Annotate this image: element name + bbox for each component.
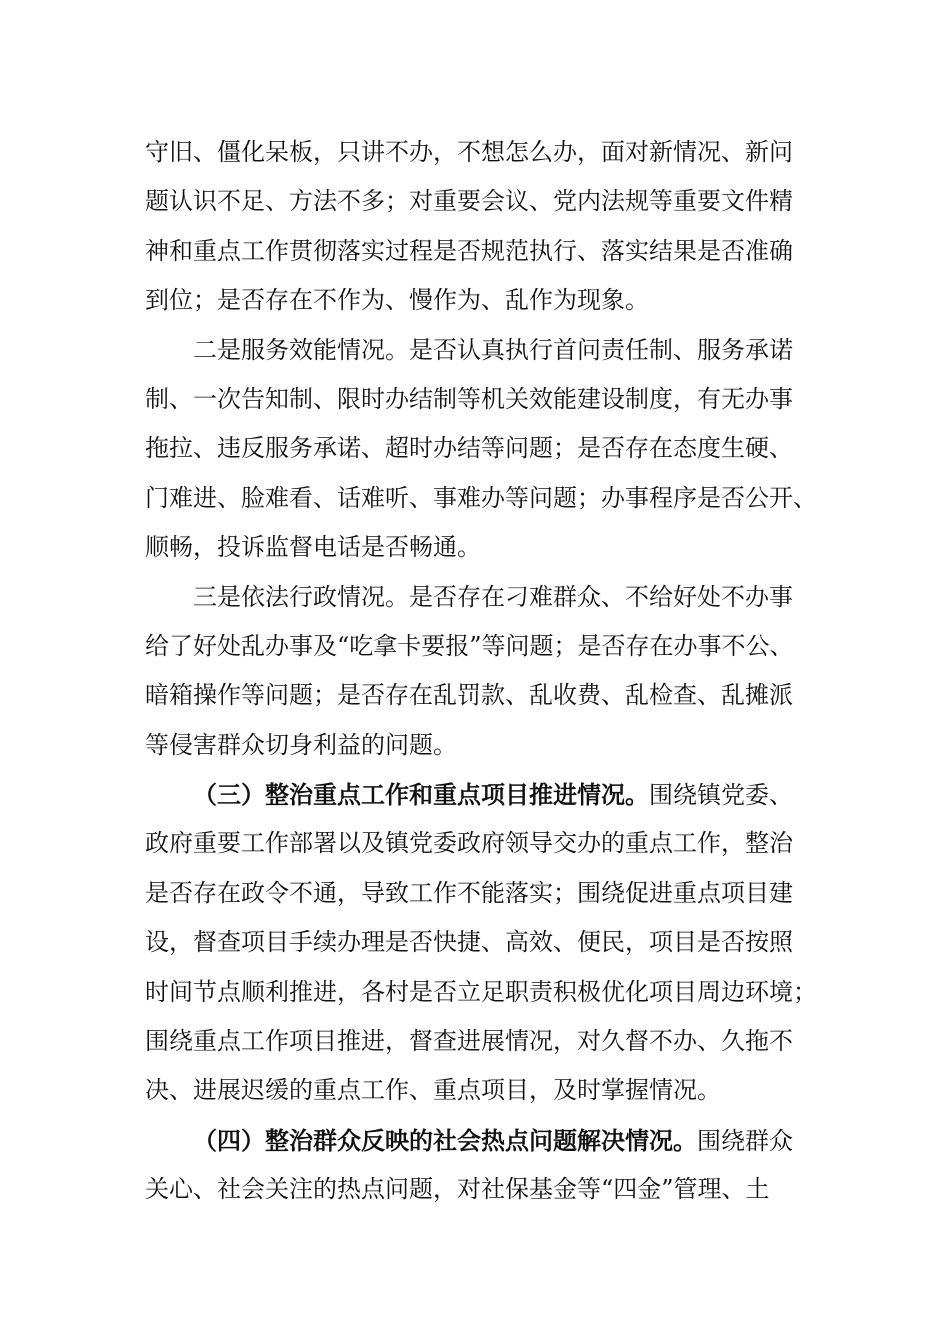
section-heading-line (145, 770, 835, 819)
paragraph-line: 决、进展迟缓的重点工作、重点项目，及时掌握情况。 (145, 1076, 721, 1105)
section-heading: （三）整治重点工作和重点项目推进情况。 (193, 780, 649, 810)
section-heading-line (145, 1116, 835, 1165)
paragraph-line: 关心、社会关注的热点问题，对社保基金等“四金”管理、土 (145, 1175, 770, 1204)
section-heading: （四）整治群众反映的社会热点问题解决情况。 (193, 1125, 697, 1155)
paragraph-line: 题认识不足、方法不多；对重要会议、党内法规等重要文件精 (145, 187, 793, 216)
paragraph-line: 顺畅，投诉监督电话是否畅通。 (145, 533, 481, 562)
paragraph-line: 政府重要工作部署以及镇党委政府领导交办的重点工作，整治 (145, 829, 793, 858)
paragraph-line: 等侵害群众切身利益的问题。 (145, 730, 457, 759)
paragraph-line: 三是依法行政情况。是否存在刁难群众、不给好处不办事 (193, 582, 793, 611)
paragraph-line: 设，督查项目手续办理是否快捷、高效、便民，项目是否按照 (145, 928, 793, 957)
paragraph-line: 守旧、僵化呆板，只讲不办，不想怎么办，面对新情况、新问 (145, 138, 793, 166)
paragraph-line: 是否存在政令不通，导致工作不能落实；围绕促进重点项目建 (145, 878, 793, 907)
paragraph-line: 拖拉、违反服务承诺、超时办结等问题；是否存在态度生硬、 (145, 434, 793, 463)
paragraph-line: 二是服务效能情况。是否认真执行首问责任制、服务承诺 (193, 335, 793, 364)
paragraph-line: 制、一次告知制、限时办结制等机关效能建设制度，有无办事 (145, 384, 793, 413)
paragraph-line: 到位；是否存在不作为、慢作为、乱作为现象。 (145, 286, 649, 315)
paragraph-line: 暗箱操作等问题；是否存在乱罚款、乱收费、乱检查、乱摊派 (145, 681, 793, 710)
paragraph-line: 给了好处乱办事及“吃拿卡要报”等问题；是否存在办事不公、 (145, 631, 794, 660)
paragraph-line: 神和重点工作贯彻落实过程是否规范执行、落实结果是否准确 (145, 236, 793, 265)
paragraph-line: 门难进、脸难看、话难听、事难办等问题；办事程序是否公开、 (145, 483, 817, 512)
document-body (145, 128, 835, 1215)
paragraph-line: 时间节点顺利推进，各村是否立足职责积极优化项目周边环境； (145, 977, 817, 1006)
paragraph-line: 围绕重点工作项目推进，督查进展情况，对久督不办、久拖不 (145, 1027, 793, 1056)
section-text: 围绕群众 (697, 1126, 793, 1155)
section-text: 围绕镇党委、 (649, 781, 793, 810)
